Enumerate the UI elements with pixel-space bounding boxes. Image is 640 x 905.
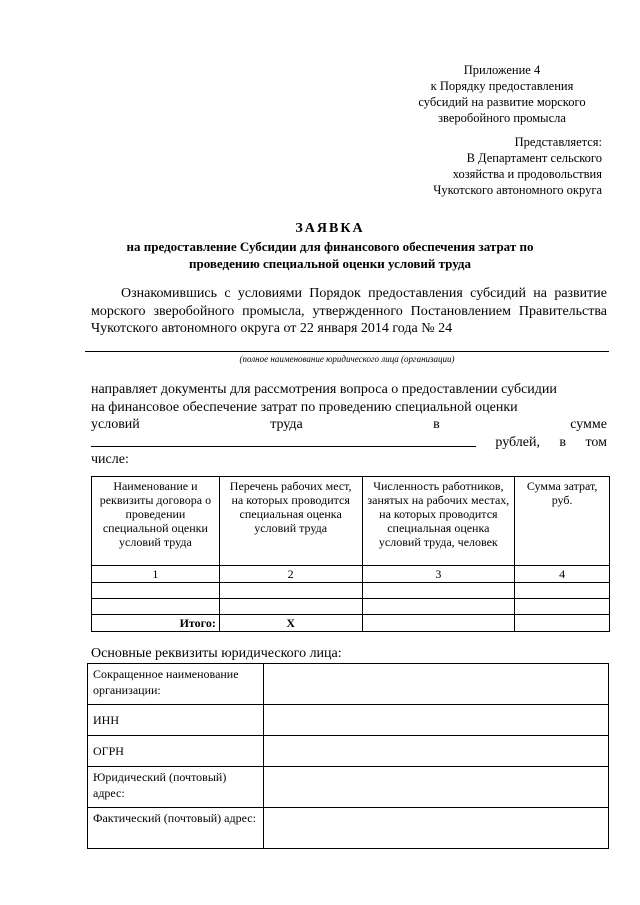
recipient-line: Представляется: <box>514 135 602 149</box>
sends-text: направляет документы для рассмотрения вопроса о предоставлении субсидии <box>91 382 557 397</box>
table-cell[interactable] <box>92 599 220 615</box>
requisites-row <box>88 664 609 705</box>
requisites-value-field[interactable] <box>264 767 609 808</box>
requisites-title: Основные реквизиты юридического лица: <box>91 646 342 661</box>
appendix-line: к Порядку предоставления <box>430 79 574 93</box>
table-header-cell: Перечень рабочих мест, на которых проводится специальная оценка условий труда <box>219 477 362 566</box>
organization-name-field[interactable] <box>85 351 609 352</box>
cost-table <box>91 476 610 632</box>
organization-name-caption: (полное наименование юридического лица (организации) <box>239 354 455 364</box>
recipient-line: Чукотского автономного округа <box>433 183 602 197</box>
table-cell[interactable] <box>92 583 220 599</box>
table-cell[interactable] <box>219 599 362 615</box>
appendix-line: Приложение 4 <box>463 63 541 77</box>
table-row <box>92 599 610 615</box>
table-cell: 4 <box>515 566 610 583</box>
requisites-label: Сокращенное наименование организации: <box>88 664 264 705</box>
document-subtitle <box>90 238 570 272</box>
sends-word: рублей, <box>495 434 541 450</box>
sends-word: в <box>433 417 440 432</box>
sends-line <box>91 416 607 434</box>
table-row <box>92 583 610 599</box>
subtitle-line: проведению специальной оценки условий труда <box>189 256 471 271</box>
table-cell: 3 <box>362 566 515 583</box>
sends-line <box>91 399 607 417</box>
document-title: ЗАЯВКА <box>295 221 365 236</box>
requisites-label: Фактический (почтовый) адрес: <box>88 808 264 849</box>
recipient-line: В Департамент сельского <box>466 151 602 165</box>
total-mark: X <box>219 615 362 632</box>
table-cell: 2 <box>219 566 362 583</box>
table-cell[interactable] <box>219 583 362 599</box>
table-cell[interactable] <box>362 599 515 615</box>
table-header-row <box>92 477 610 566</box>
table-cell[interactable] <box>515 615 610 632</box>
amount-field[interactable] <box>91 434 476 447</box>
table-cell[interactable] <box>515 599 610 615</box>
table-header-cell: Наименование и реквизиты договора о проведении специальной оценки условий труда <box>92 477 220 566</box>
appendix-line: зверобойного промысла <box>438 111 566 125</box>
requisites-row <box>88 705 609 736</box>
table-cell: 1 <box>92 566 220 583</box>
sends-word: труда <box>270 417 303 432</box>
requisites-label: ИНН <box>88 705 264 736</box>
sends-text: на финансовое обеспечение затрат по проведению специальной оценки <box>91 399 518 415</box>
appendix-block <box>402 62 602 126</box>
sends-word: том <box>585 434 607 450</box>
table-total-row <box>92 615 610 632</box>
requisites-row <box>88 808 609 849</box>
sends-paragraph <box>91 381 607 469</box>
sends-line <box>91 451 607 469</box>
requisites-value-field[interactable] <box>264 664 609 705</box>
requisites-row <box>88 767 609 808</box>
requisites-label: Юридический (почтовый) адрес: <box>88 767 264 808</box>
requisites-value-field[interactable] <box>264 736 609 767</box>
requisites-row <box>88 736 609 767</box>
intro-paragraph: Ознакомившись с условиями Порядок предоставления субсидий на развитие морского зверобойного промысла, утвержденного Постановлением Правительства Чукотского автономного округа от 22 января 2014 года № 24 <box>91 286 607 336</box>
sends-word: условий <box>91 417 140 432</box>
sends-line <box>91 434 607 452</box>
requisites-value-field[interactable] <box>264 808 609 849</box>
sends-word: в <box>559 434 567 450</box>
table-cell[interactable] <box>515 583 610 599</box>
table-header-cell: Численность работников, занятых на рабочих местах, на которых проводится специальная оценка условий труда, человек <box>362 477 515 566</box>
recipient-block <box>372 134 602 198</box>
table-cell[interactable] <box>362 615 515 632</box>
total-label: Итого: <box>92 615 220 632</box>
table-header-cell: Сумма затрат, руб. <box>515 477 610 566</box>
appendix-line: субсидий на развитие морского <box>418 95 586 109</box>
subtitle-line: на предоставление Субсидии для финансового обеспечения затрат по <box>126 239 534 254</box>
sends-word: числе: <box>91 452 129 467</box>
sends-word: сумме <box>570 417 607 432</box>
recipient-line: хозяйства и продовольствия <box>452 167 602 181</box>
table-cell[interactable] <box>362 583 515 599</box>
requisites-label: ОГРН <box>88 736 264 767</box>
requisites-value-field[interactable] <box>264 705 609 736</box>
requisites-table <box>87 663 609 849</box>
table-number-row <box>92 566 610 583</box>
sends-line <box>91 381 607 399</box>
